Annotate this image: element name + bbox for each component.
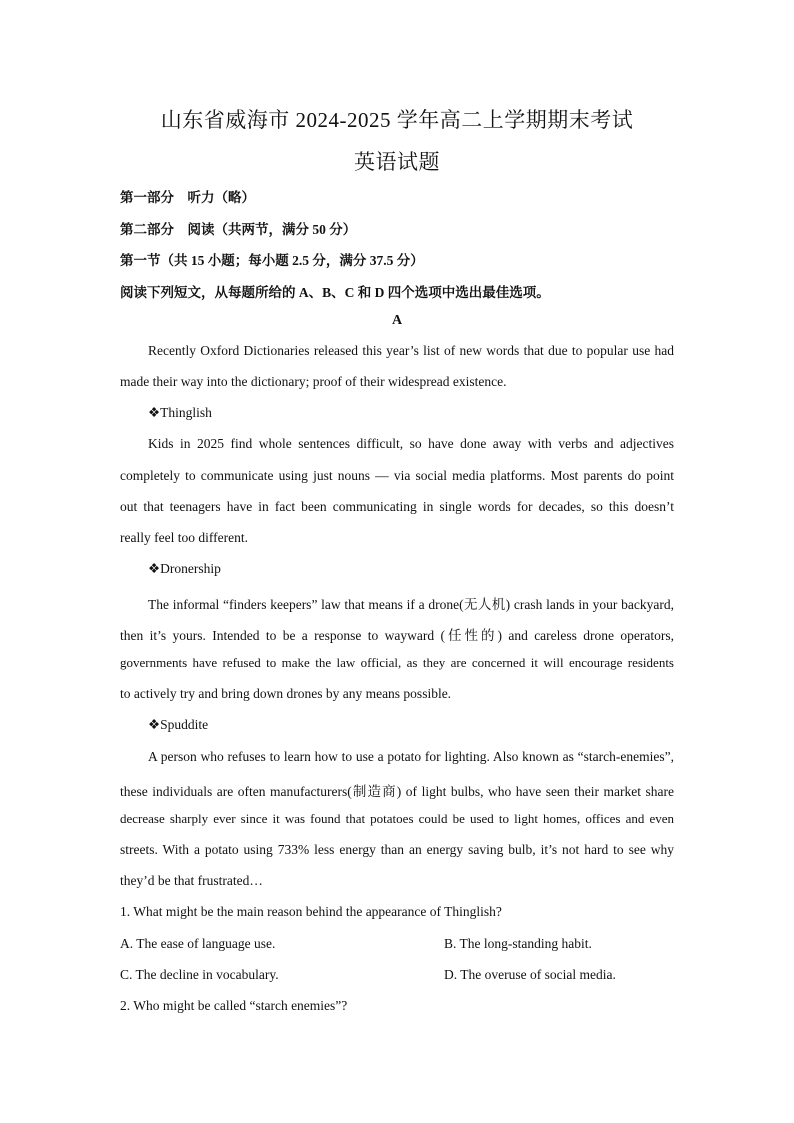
- instruction-text: 阅读下列短文，从每题所给的 A、B、C 和 D 四个选项中选出最佳选项。: [120, 285, 550, 300]
- term-spuddite: ❖Spuddite: [148, 717, 209, 732]
- part1-heading: 第一部分 听力（略）: [120, 190, 255, 205]
- part2-heading: 第二部分 阅读（共两节，满分 50 分）: [120, 222, 357, 237]
- paragraph-line: then it’s yours. Intended to be a response to wayward (任性的) and careless drone operators,: [120, 628, 674, 643]
- paragraph-line: The informal “finders keepers” law that means if a drone(无人机) crash lands in your backyard,: [148, 597, 674, 612]
- paragraph-line: they’d be that frustrated…: [120, 873, 263, 888]
- intro-line: made their way into the dictionary; proof of their widespread existence.: [120, 374, 507, 389]
- paragraph-line: really feel too different.: [120, 530, 248, 545]
- paragraph-line: streets. With a potato using 733% less energy than an energy saving bulb, it’s not hard to see why: [120, 842, 674, 857]
- paragraph-line: these individuals are often manufacturers(制造商) of light bulbs, who have seen their market share: [120, 784, 674, 799]
- option-c[interactable]: C. The decline in vocabulary.: [120, 967, 279, 982]
- section1-heading: 第一节（共 15 小题；每小题 2.5 分，满分 37.5 分）: [120, 253, 424, 268]
- term-thinglish: ❖Thinglish: [148, 405, 212, 420]
- paragraph-line: decrease sharply ever since it was found that potatoes could be used to light homes, offices and even: [120, 811, 674, 826]
- paragraph-line: Kids in 2025 find whole sentences difficult, so have done away with verbs and adjectives: [148, 436, 674, 451]
- passage-label: A: [391, 313, 403, 328]
- option-a[interactable]: A. The ease of language use.: [120, 936, 276, 951]
- paragraph-line: A person who refuses to learn how to use a potato for lighting. Also known as “starch-enemies”,: [148, 749, 674, 764]
- exam-title: 山东省威海市 2024-2025 学年高二上学期期末考试: [160, 108, 634, 132]
- paragraph-line: to actively try and bring down drones by any means possible.: [120, 686, 452, 701]
- question-stem: 2. Who might be called “starch enemies”?: [120, 998, 348, 1013]
- paragraph-line: out that teenagers have in fact been communicating in single words for decades, so this doesn’t: [120, 499, 674, 514]
- paragraph-line: completely to communicate using just nouns — via social media platforms. Most parents do point: [120, 468, 674, 483]
- paragraph-line: governments have refused to make the law official, as they are concerned it will encourage residents: [120, 655, 674, 670]
- intro-line: Recently Oxford Dictionaries released this year’s list of new words that due to popular use had: [148, 343, 674, 358]
- option-d[interactable]: D. The overuse of social media.: [444, 967, 616, 982]
- exam-subtitle: 英语试题: [354, 150, 440, 174]
- term-dronership: ❖Dronership: [148, 561, 221, 576]
- question-stem: 1. What might be the main reason behind the appearance of Thinglish?: [120, 904, 502, 919]
- option-b[interactable]: B. The long-standing habit.: [444, 936, 592, 951]
